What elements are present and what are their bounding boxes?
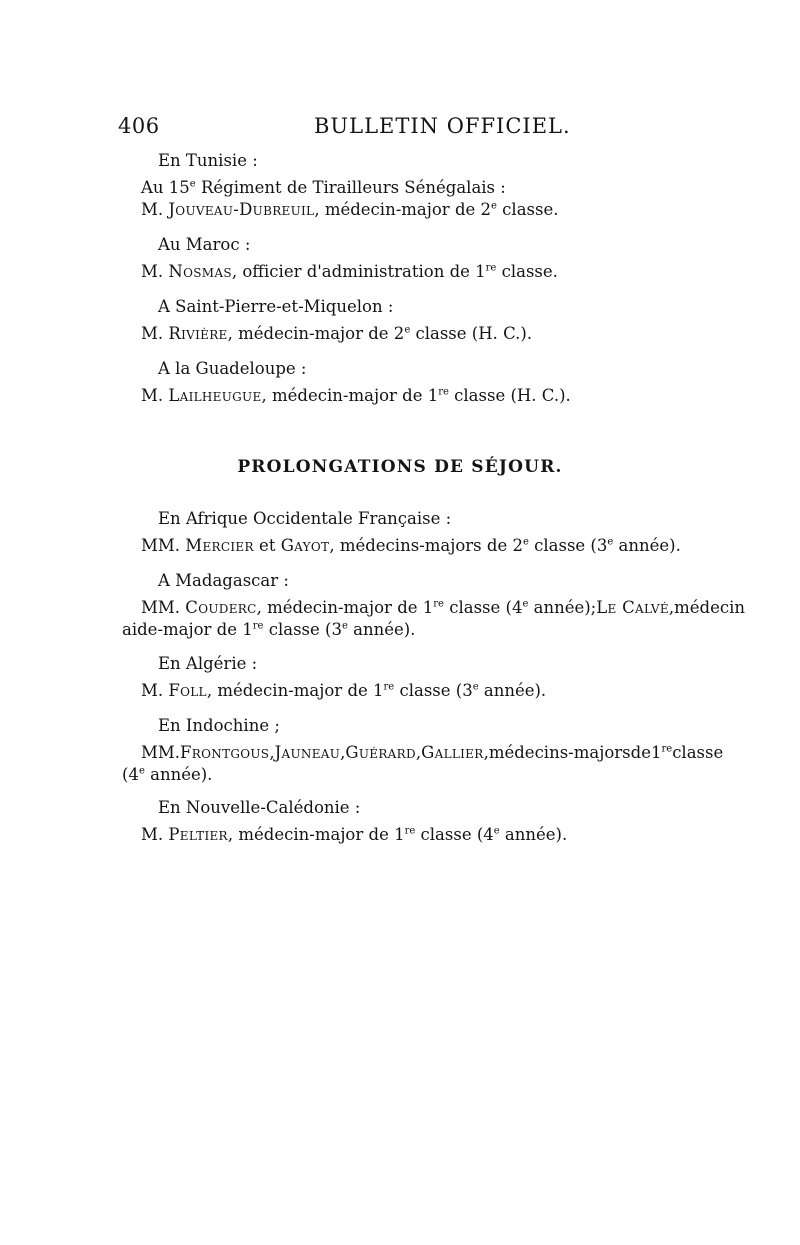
person-name: Jouveau-Dubreuil: [168, 200, 315, 219]
posting-entry: M. Jouveau-Dubreuil, médecin-major de 2e classe.: [141, 200, 559, 219]
place-heading-algerie: En Algérie :: [158, 654, 258, 673]
extension-entry-line1: MM. Frontgous, Jauneau, Guérard, Gallier, médecins-majors de 1re classe: [141, 743, 724, 762]
place-heading-madagascar: A Madagascar :: [158, 571, 289, 590]
place-heading-indochine: En Indochine ;: [158, 716, 280, 735]
place-heading-guadeloupe: A la Guadeloupe :: [158, 359, 307, 378]
extension-entry-line2: (4e année).: [122, 765, 213, 784]
person-name: Gallier: [421, 743, 484, 762]
person-name: Couderc: [185, 598, 257, 617]
person-name: Jauneau: [274, 743, 341, 762]
extension-entry: M. Foll, médecin-major de 1re classe (3e année).: [141, 681, 547, 700]
place-heading-nouvelle-caledonie: En Nouvelle-Calédonie :: [158, 798, 361, 817]
person-name: Foll: [168, 681, 207, 700]
posting-entry: M. Rivière, médecin-major de 2e classe (H. C.).: [141, 324, 533, 343]
running-head: BULLETIN OFFICIEL.: [314, 114, 571, 138]
person-name: Peltier: [168, 825, 228, 844]
person-name: Gayot: [280, 536, 330, 555]
page-number: 406: [118, 114, 160, 138]
place-heading-tunisie: En Tunisie :: [158, 151, 258, 170]
person-name: Lailheugue: [168, 386, 262, 405]
posting-entry: M. Lailheugue, médecin-major de 1re classe (H. C.).: [141, 386, 571, 405]
extension-entry-line2: aide-major de 1re classe (3e année).: [122, 620, 416, 639]
extension-entry: MM. Mercier et Gayot, médecins-majors de 2e classe (3e année).: [141, 536, 681, 555]
page-header: [118, 114, 680, 144]
person-name: Nosmas: [168, 262, 232, 281]
person-name: Frontgous: [180, 743, 270, 762]
posting-entry: M. Nosmas, officier d'administration de 1re classe.: [141, 262, 558, 281]
extension-entry: M. Peltier, médecin-major de 1re classe (4e année).: [141, 825, 568, 844]
extension-entry-line1: MM. Couderc, médecin-major de 1re classe (4e année); Le Calvé, médecin: [141, 598, 746, 617]
place-heading-saint-pierre: A Saint-Pierre-et-Miquelon :: [158, 297, 394, 316]
person-name: Guérard: [345, 743, 416, 762]
regiment-line: Au 15e Régiment de Tirailleurs Sénégalais :: [141, 178, 506, 197]
person-name: Rivière: [168, 324, 228, 343]
person-name: Le Calvé: [596, 598, 669, 617]
section-heading: PROLONGATIONS DE SÉJOUR.: [237, 457, 563, 477]
place-heading-aof: En Afrique Occidentale Française :: [158, 509, 452, 528]
place-heading-maroc: Au Maroc :: [158, 235, 251, 254]
person-name: Mercier: [185, 536, 254, 555]
